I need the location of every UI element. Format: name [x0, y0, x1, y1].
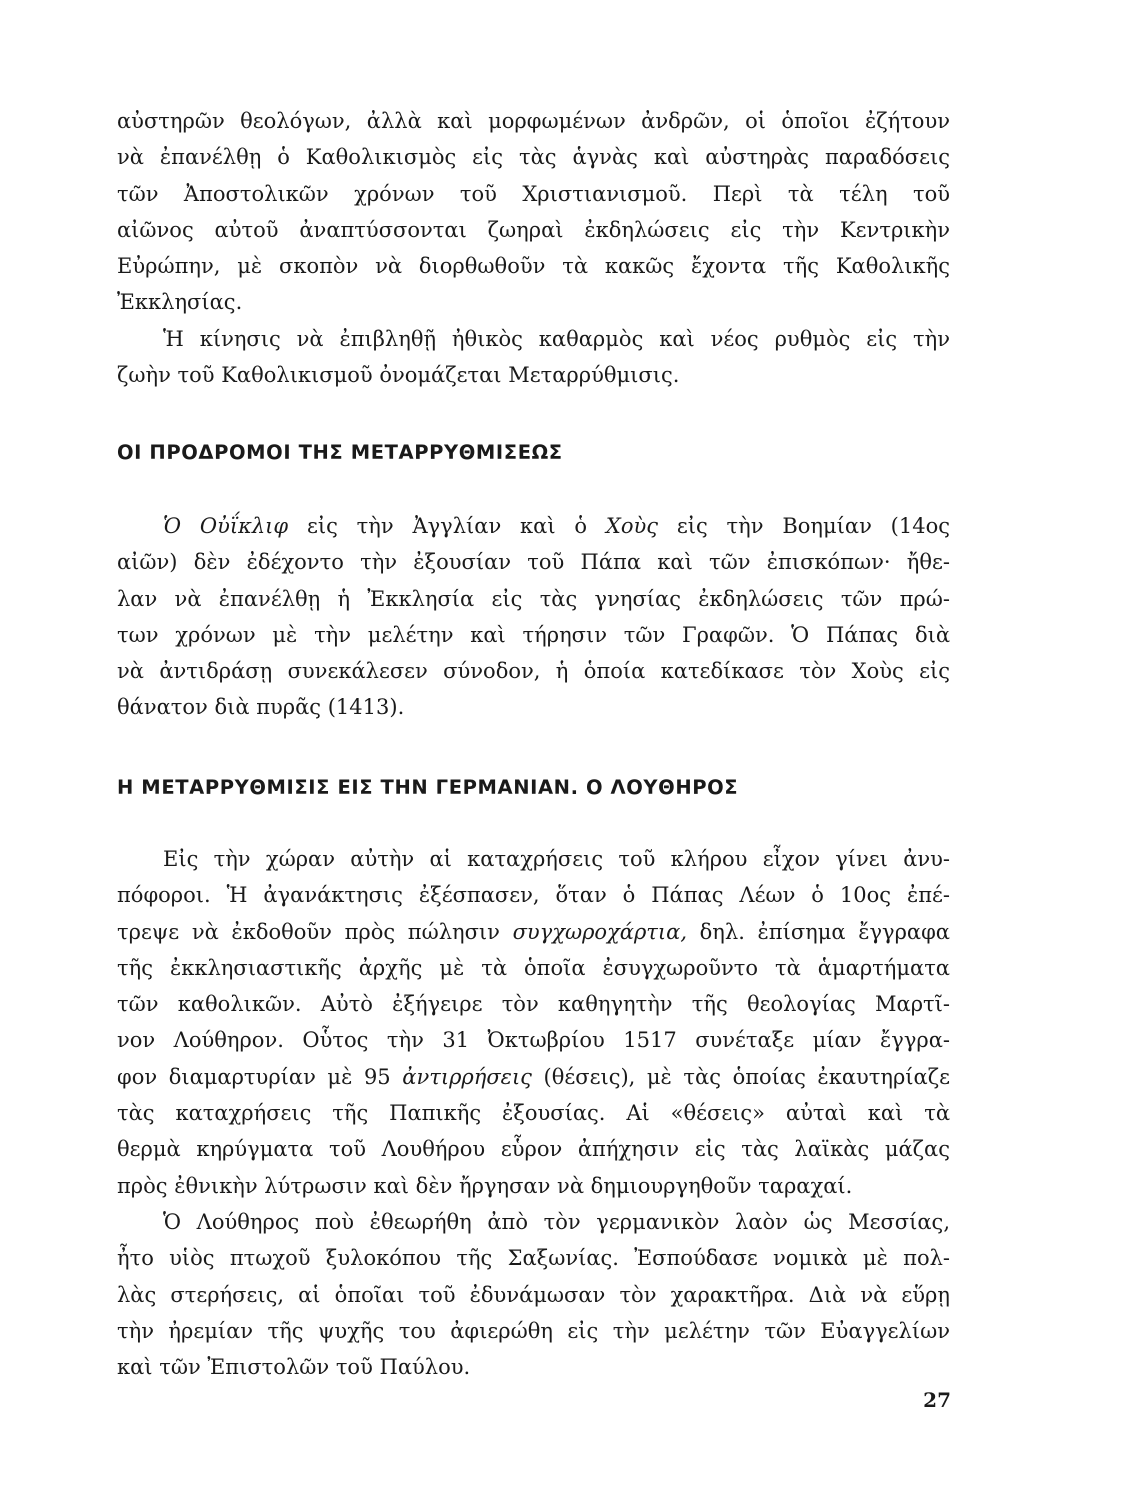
- text-line: αἰῶν) δὲν ἐδέχοντο τὴν ἐξουσίαν τοῦ Πάπα καὶ τῶν ἐπισκόπων· ἤθε-: [117, 550, 950, 575]
- term-objections: ἀντιρρήσεις: [402, 1064, 532, 1089]
- text-line: Ἡ κίνησις νὰ ἐπιβληθῇ ἠθικὸς καθαρμὸς καὶ νέος ρυθμὸς εἰς τὴν: [163, 327, 950, 351]
- text-line: καὶ τῶν Ἐπιστολῶν τοῦ Παύλου.: [117, 1355, 471, 1380]
- text-line: τὰς καταχρήσεις τῆς Παπικῆς ἐξουσίας. Αἱ «θέσεις» αὐταὶ καὶ τὰ: [117, 1101, 950, 1126]
- page-number: 27: [923, 1388, 951, 1412]
- text-line: των χρόνων μὲ τὴν μελέτην καὶ τήρησιν τῶν Γραφῶν. Ὁ Πάπας διὰ: [117, 622, 950, 647]
- paragraph-reform-definition: [117, 321, 950, 394]
- text-span: δηλ. ἐπίσημα ἔγγραφα: [687, 919, 950, 944]
- text-line: πρὸς ἐθνικὴν λύτρωσιν καὶ δὲν ἤργησαν νὰ δημιουργηθοῦν ταραχαί.: [117, 1173, 853, 1198]
- paragraph-intro: [117, 103, 950, 321]
- text-line: τῶν Ἀποστολικῶν χρόνων τοῦ Χριστιανισμοῦ. Περὶ τὰ τέλη τοῦ: [117, 181, 950, 206]
- text-line: θερμὰ κηρύγματα τοῦ Λουθήρου εὗρον ἀπήχησιν εἰς τὰς λαϊκὰς μάζας: [117, 1137, 950, 1162]
- section-heading-germany-luther: Η ΜΕΤΑΡΡΥΘΜΙΣΙΣ ΕΙΣ ΤΗΝ ΓΕΡΜΑΝΙΑΝ. Ο ΛΟΥΘΗΡΟΣ: [117, 776, 739, 799]
- text-line: τῶν καθολικῶν. Αὐτὸ ἐξήγειρε τὸν καθηγητὴν τῆς θεολογίας Μαρτῖ-: [117, 992, 950, 1017]
- text-line: αὐστηρῶν θεολόγων, ἀλλὰ καὶ μορφωμένων ἀνδρῶν, οἱ ὁποῖοι ἐζήτουν: [117, 109, 950, 133]
- text-line: νον Λούθηρον. Οὗτος τὴν 31 Ὀκτωβρίου 1517 συνέταξε μίαν ἔγγρα-: [117, 1028, 950, 1053]
- text-line: [117, 508, 950, 544]
- text-line: θάνατον διὰ πυρᾶς (1413).: [117, 695, 405, 720]
- text-span: τρεψε νὰ ἐκδοθοῦν πρὸς πώλησιν: [117, 919, 513, 944]
- paragraph-indulgences: [117, 841, 950, 1204]
- text-line: ζωὴν τοῦ Καθολικισμοῦ ὀνομάζεται Μεταρρύθμισις.: [117, 363, 680, 388]
- text-line: νὰ ἀντιδράσῃ συνεκάλεσεν σύνοδον, ἡ ὁποία κατεδίκασε τὸν Χοὺς εἰς: [117, 659, 950, 684]
- text-span: εἰς τὴν Βοημίαν (14ος: [658, 514, 950, 538]
- text-line: νὰ ἐπανέλθῃ ὁ Καθολικισμὸς εἰς τὰς ἁγνὰς καὶ αὐστηρὰς παραδόσεις: [117, 145, 950, 170]
- text-line: Ὁ Λούθηρος ποὺ ἐθεωρήθη ἀπὸ τὸν γερμανικὸν λαὸν ὡς Μεσσίας,: [163, 1210, 950, 1234]
- text-line: τὴν ἠρεμίαν τῆς ψυχῆς του ἀφιερώθη εἰς τὴν μελέτην τῶν Εὐαγγελίων: [117, 1318, 950, 1343]
- text-span: εἰς τὴν Ἀγγλίαν καὶ ὁ: [288, 514, 606, 538]
- text-line: [117, 914, 950, 950]
- name-wycliffe: Ὁ Οὐΐκλιφ: [163, 514, 289, 538]
- text-line: Εἰς τὴν χώραν αὐτὴν αἱ καταχρήσεις τοῦ κλήρου εἶχον γίνει ἀνυ-: [163, 847, 950, 871]
- section-heading-precursors: ΟΙ ΠΡΟΔΡΟΜΟΙ ΤΗΣ ΜΕΤΑΡΡΥΘΜΙΣΕΩΣ: [117, 441, 563, 464]
- text-line: αἰῶνος αὐτοῦ ἀναπτύσσονται ζωηραὶ ἐκδηλώσεις εἰς τὴν Κεντρικὴν: [117, 217, 950, 242]
- text-line: ἦτο υἱὸς πτωχοῦ ξυλοκόπου τῆς Σαξωνίας. Ἐσπούδασε νομικὰ μὲ πολ-: [117, 1246, 950, 1271]
- term-indulgences: συγχωροχάρτια,: [512, 919, 688, 944]
- text-span: φον διαμαρτυρίαν μὲ 95: [117, 1064, 403, 1089]
- text-line: Εὐρώπην, μὲ σκοπὸν νὰ διορθωθοῦν τὰ κακῶς ἔχοντα τῆς Καθολικῆς: [117, 254, 950, 279]
- text-span: (θέσεις), μὲ τὰς ὁποίας ἐκαυτηρίαζε: [531, 1064, 950, 1089]
- paragraph-luther-biography: [117, 1204, 950, 1385]
- text-line: πόφοροι. Ἡ ἀγανάκτησις ἐξέσπασεν, ὅταν ὁ Πάπας Λέων ὁ 10ος ἐπέ-: [117, 883, 950, 908]
- text-line: τῆς ἐκκλησιαστικῆς ἀρχῆς μὲ τὰ ὁποῖα ἐσυγχωροῦντο τὰ ἁμαρτήματα: [117, 955, 950, 980]
- paragraph-precursors: [117, 508, 950, 726]
- name-hus: Χοὺς: [605, 514, 659, 538]
- text-line: Ἐκκλησίας.: [117, 290, 243, 315]
- text-line: λαν νὰ ἐπανέλθῃ ἡ Ἐκκλησία εἰς τὰς γνησίας ἐκδηλώσεις τῶν πρώ-: [117, 586, 950, 611]
- text-line: [117, 1059, 950, 1095]
- text-line: λὰς στερήσεις, αἱ ὁποῖαι τοῦ ἐδυνάμωσαν τὸν χαρακτῆρα. Διὰ νὰ εὕρῃ: [117, 1282, 950, 1307]
